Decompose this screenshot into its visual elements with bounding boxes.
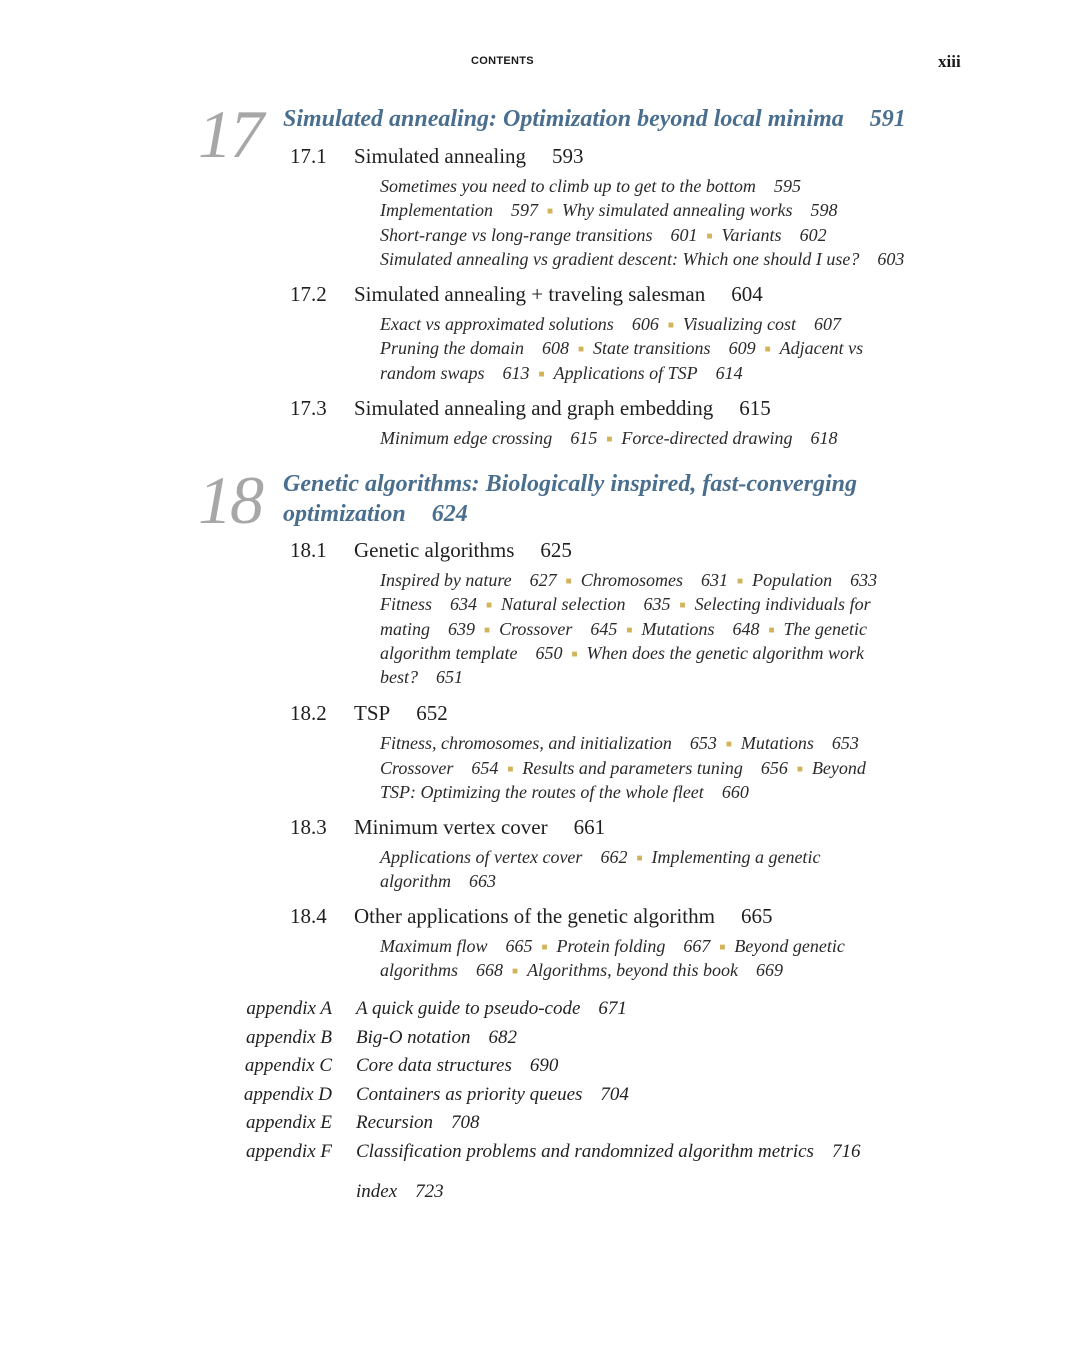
subsection-link[interactable]: TSP: Optimizing the routes of the whole fleet [380, 782, 704, 802]
subsection-link[interactable]: Algorithms, beyond this book [527, 960, 739, 980]
subsection-line: Exact vs approximated solutions 606 ■ Visualizing cost 607 [380, 314, 842, 334]
section-number: 18.4 [290, 904, 327, 928]
subsection-link[interactable]: Selecting individuals for [694, 594, 871, 614]
subsection-link[interactable]: Sometimes you need to climb up to get to the bottom [380, 176, 756, 196]
bullet-separator: ■ [764, 344, 771, 355]
subsection-line: algorithm template 650 ■ When does the genetic algorithm work [380, 643, 864, 663]
bullet-separator: ■ [507, 764, 514, 775]
subsection-link[interactable]: Implementing a genetic [651, 847, 821, 867]
appendix-entry[interactable]: Recursion 708 [356, 1112, 480, 1133]
section-title[interactable]: Minimum vertex cover 661 [354, 815, 606, 839]
appendix-label: appendix F [245, 1141, 332, 1162]
subsection-line: algorithms 668 ■ Algorithms, beyond this book 669 [380, 960, 784, 980]
subsection-link[interactable]: Mutations [641, 619, 715, 639]
subsection-line: Short-range vs long-range transitions 601 ■ Variants 602 [380, 225, 827, 245]
bullet-separator: ■ [706, 231, 713, 242]
subsection-link[interactable]: Simulated annealing vs gradient descent: Which one should I use? [380, 249, 860, 269]
appendix-entry[interactable]: Core data structures 690 [356, 1055, 559, 1076]
chapter-title-text: optimization [283, 501, 406, 527]
chapter-title[interactable] [283, 469, 857, 529]
bullet-separator: ■ [679, 600, 686, 611]
chapter-page: 591 [869, 106, 906, 132]
subsection-link[interactable]: algorithm [380, 871, 452, 891]
subsection-line: Pruning the domain 608 ■ State transitions 609 ■ Adjacent vs [380, 338, 864, 358]
subsection-line: TSP: Optimizing the routes of the whole fleet 660 [380, 782, 749, 802]
subsection-line: Fitness 634 ■ Natural selection 635 ■ Selecting individuals for [380, 594, 871, 614]
subsection-line: Sometimes you need to climb up to get to the bottom 595 [380, 176, 801, 196]
appendix-entry[interactable]: A quick guide to pseudo-code 671 [356, 998, 627, 1019]
subsection-link[interactable]: Fitness [380, 594, 432, 614]
bullet-separator: ■ [636, 853, 643, 864]
bullet-separator: ■ [486, 600, 493, 611]
bullet-separator: ■ [768, 625, 775, 636]
index-entry[interactable]: index 723 [356, 1181, 444, 1202]
subsection-link[interactable]: Minimum edge crossing [380, 428, 553, 448]
subsection-link[interactable]: Applications of TSP [553, 363, 698, 383]
chapter-title-text: Genetic algorithms: Biologically inspired, fast-converging [283, 471, 857, 497]
subsection-link[interactable]: algorithm template [380, 643, 518, 663]
bullet-separator: ■ [484, 625, 491, 636]
chapter-number: 17 [198, 96, 262, 172]
section-number: 18.3 [290, 815, 327, 839]
section-title[interactable]: Genetic algorithms 625 [354, 538, 572, 562]
subsection-line: Maximum flow 665 ■ Protein folding 667 ■ Beyond genetic [380, 936, 845, 956]
subsection-link[interactable]: Short-range vs long-range transitions [380, 225, 653, 245]
subsection-link[interactable]: Crossover [499, 619, 573, 639]
chapter-page: 624 [431, 501, 468, 527]
subsection-link[interactable]: When does the genetic algorithm work [586, 643, 864, 663]
subsection-link[interactable]: Beyond [811, 758, 866, 778]
subsection-link[interactable]: Applications of vertex cover [380, 847, 583, 867]
subsection-link[interactable]: best? [380, 667, 418, 687]
subsection-line: mating 639 ■ Crossover 645 ■ Mutations 648 ■ The genetic [380, 619, 867, 639]
page-number: xiii [938, 52, 961, 71]
subsection-line: Applications of vertex cover 662 ■ Implementing a genetic [380, 847, 821, 867]
subsection-link[interactable]: Chromosomes [580, 570, 684, 590]
bullet-separator: ■ [606, 434, 613, 445]
bullet-separator: ■ [541, 942, 548, 953]
subsection-link[interactable]: Crossover [380, 758, 454, 778]
subsection-link[interactable]: Mutations [740, 733, 814, 753]
bullet-separator: ■ [546, 206, 554, 217]
bullet-separator: ■ [571, 649, 578, 660]
subsection-line: Crossover 654 ■ Results and parameters tuning 656 ■ Beyond [380, 758, 866, 778]
section-title[interactable]: Other applications of the genetic algorithm 665 [354, 904, 773, 928]
section-number: 18.2 [290, 701, 327, 725]
subsection-link[interactable]: Beyond genetic [734, 936, 845, 956]
appendix-label: appendix E [245, 1112, 332, 1133]
appendix-label: appendix D [243, 1084, 332, 1105]
chapter-title[interactable] [283, 104, 906, 134]
subsection-line: random swaps 613 ■ Applications of TSP 614 [380, 363, 743, 383]
section-title[interactable]: Simulated annealing 593 [354, 144, 584, 168]
appendix-entry[interactable]: Containers as priority queues 704 [356, 1084, 629, 1105]
subsection-link[interactable]: Variants [721, 225, 782, 245]
subsection-line: algorithm 663 [380, 871, 497, 891]
bullet-separator: ■ [626, 625, 633, 636]
subsection-link[interactable]: Maximum flow [380, 936, 488, 956]
section-title[interactable]: Simulated annealing and graph embedding 615 [354, 396, 771, 420]
section-title[interactable]: TSP 652 [354, 701, 448, 725]
subsection-link[interactable]: Inspired by nature [380, 570, 512, 590]
bullet-separator: ■ [512, 966, 519, 977]
bullet-separator: ■ [737, 576, 744, 587]
chapter-number: 18 [198, 462, 262, 538]
section-title[interactable]: Simulated annealing + traveling salesman 604 [354, 282, 763, 306]
bullet-separator: ■ [565, 576, 572, 587]
subsection-link[interactable]: mating [380, 619, 431, 639]
bullet-separator: ■ [578, 344, 585, 355]
section-number: 17.1 [290, 144, 327, 168]
subsection-link[interactable]: Natural selection [501, 594, 626, 614]
bullet-separator: ■ [667, 320, 674, 331]
subsection-line: Inspired by nature 627 ■ Chromosomes 631 ■ Population 633 [380, 570, 878, 590]
subsection-link[interactable]: State transitions [593, 338, 711, 358]
bullet-separator: ■ [725, 739, 732, 750]
section-number: 17.2 [290, 282, 327, 306]
running-head: CONTENTS [471, 55, 534, 67]
subsection-link[interactable]: Implementation [380, 200, 493, 220]
subsection-link[interactable]: Adjacent vs [779, 338, 864, 358]
appendix-entry[interactable]: Big-O notation 682 [356, 1027, 518, 1048]
section-number: 18.1 [290, 538, 327, 562]
subsection-line: Implementation 597 ■ Why simulated annealing works 598 [380, 200, 838, 220]
appendix-label: appendix C [244, 1055, 332, 1076]
subsection-link[interactable]: Why simulated annealing works [562, 200, 793, 220]
section-number: 17.3 [290, 396, 327, 420]
subsection-link[interactable]: Exact vs approximated solutions [380, 314, 614, 334]
subsection-link[interactable]: algorithms [380, 960, 459, 980]
chapter-title-text: Simulated annealing: Optimization beyond local minima [283, 106, 844, 132]
subsection-line: Fitness, chromosomes, and initialization 653 ■ Mutations 653 [380, 733, 859, 753]
subsection-link[interactable]: The genetic [783, 619, 867, 639]
subsection-link[interactable]: Visualizing cost [682, 314, 797, 334]
subsection-line: best? 651 [380, 667, 463, 687]
subsection-link[interactable]: random swaps [380, 363, 485, 383]
subsection-link[interactable]: Fitness, chromosomes, and initialization [380, 733, 672, 753]
subsection-link[interactable]: Protein folding [556, 936, 666, 956]
subsection-link[interactable]: Force-directed drawing [621, 428, 793, 448]
appendix-label: appendix A [246, 998, 332, 1019]
appendix-entry[interactable]: Classification problems and randomnized algorithm metrics 716 [356, 1141, 861, 1162]
bullet-separator: ■ [719, 942, 726, 953]
subsection-link[interactable]: Population [752, 570, 833, 590]
subsection-link[interactable]: Results and parameters tuning [522, 758, 743, 778]
bullet-separator: ■ [538, 369, 545, 380]
subsection-line: Simulated annealing vs gradient descent: Which one should I use? 603 [380, 249, 905, 269]
appendix-label: appendix B [245, 1027, 332, 1048]
subsection-link[interactable]: Pruning the domain [380, 338, 524, 358]
subsection-line: Minimum edge crossing 615 ■ Force-directed drawing 618 [380, 428, 838, 448]
bullet-separator: ■ [796, 764, 803, 775]
